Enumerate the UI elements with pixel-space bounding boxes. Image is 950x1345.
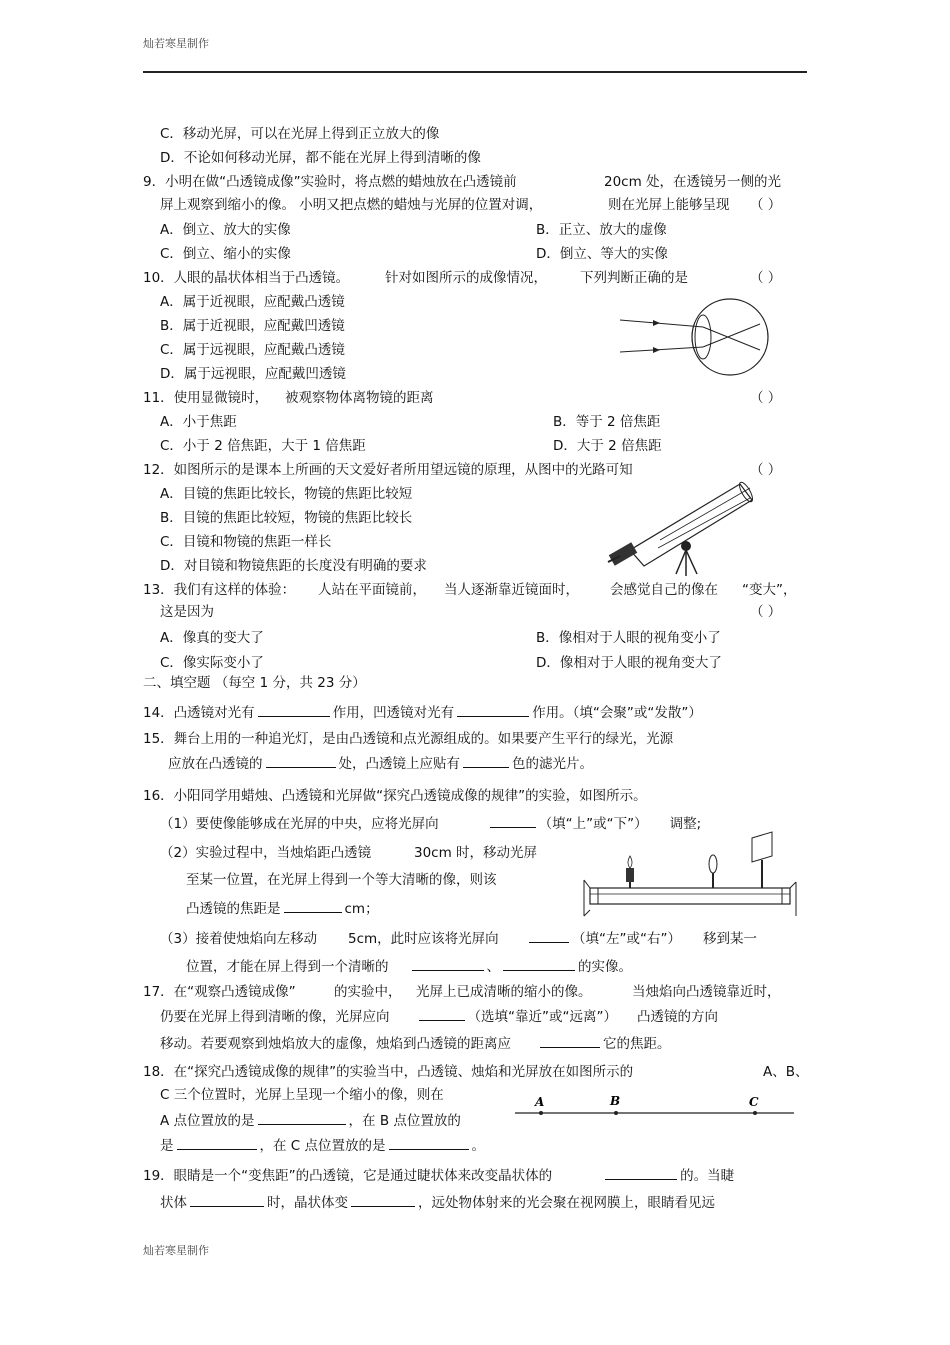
q16-p1-text-c: 调整; [669, 816, 702, 832]
q17-line2 [160, 1005, 718, 1025]
q18-text-d: A 点位置放的是 [160, 1113, 255, 1129]
q16-p3-blank-3[interactable] [503, 956, 575, 971]
q13-stem-c: 当人逐渐靠近镜面时， [444, 582, 579, 598]
q17-text-i: 它的焦距。 [603, 1036, 671, 1052]
q17-text-e: 仍要在光屏上得到清晰的像，光屏应向 [160, 1009, 390, 1025]
q19-blank-1[interactable] [605, 1165, 677, 1180]
q11-stem-b: 被观察物体离物镜的距离 [285, 390, 434, 406]
q13-stem-a: 13．我们有这样的体验： [143, 582, 296, 598]
q18-text-h: 。 [471, 1138, 486, 1154]
q18-blank-2[interactable] [177, 1135, 257, 1150]
q9-option-b: B．正立、放大的虚像 [536, 222, 667, 238]
q18-text-b: A、B、 [763, 1064, 809, 1080]
q18-text-e: ，在 B 点位置放的 [348, 1113, 461, 1129]
q19-text-c: 状体 [160, 1195, 187, 1211]
q9-line2a: 屏上观察到缩小的像。 小明又把点燃的蜡烛与光屏的位置对调， [160, 197, 543, 213]
q13-line2: 这是因为 [160, 604, 214, 620]
q8-option-d: D．不论如何移动光屏，都不能在光屏上得到清晰的像 [160, 150, 481, 166]
q14-text-b: 作用，凹透镜对光有 [332, 705, 455, 721]
q16-part3-line1 [526, 927, 757, 947]
q15-text-c: 色的滤光片。 [512, 756, 593, 772]
q12-option-c: C．目镜和物镜的焦距一样长 [160, 534, 332, 550]
q18-blank-3[interactable] [389, 1135, 469, 1150]
q16-p2-blank[interactable] [284, 898, 342, 913]
q14-line [143, 701, 702, 721]
q18-line3 [160, 1109, 461, 1129]
q10-stem-a: 10．人眼的晶状体相当于凸透镜。 [143, 270, 350, 286]
q12-option-a: A．目镜的焦距比较长，物镜的焦距比较短 [160, 486, 413, 502]
q11-option-d: D．大于 2 倍焦距 [553, 438, 662, 454]
q16-p3-text-g: 的实像。 [578, 959, 632, 975]
q18-text-f: 是 [160, 1138, 174, 1154]
q16-part1 [160, 812, 701, 832]
q17-blank-1[interactable] [419, 1006, 465, 1021]
q11-answer-paren: （ ） [750, 390, 782, 406]
q16-part3-line2 [186, 955, 632, 975]
q17-line3 [160, 1032, 671, 1052]
q16-p3-text-e: 位置，才能在屏上得到一个清晰的 [186, 959, 389, 975]
q12-answer-paren: （ ） [750, 462, 782, 478]
q18-text-g: ，在 C 点位置放的是 [259, 1138, 386, 1154]
q18-blank-1[interactable] [258, 1110, 346, 1125]
q9-line2b: 则在光屏上能够呈现 [608, 197, 730, 213]
q9-line1a: 9．小明在做“凸透镜成像”实验时，将点燃的蜡烛放在凸透镜前 [143, 174, 517, 190]
q14-text-c: 作用。（填“会聚”或“发散”） [532, 705, 702, 721]
q19-text-b: 的。当睫 [680, 1168, 735, 1184]
q14-blank-1[interactable] [258, 702, 330, 717]
q9-answer-paren: （ ） [750, 197, 782, 213]
q9-option-c: C．倒立、缩小的实像 [160, 246, 291, 262]
q13-stem-d: 会感觉自己的像在 [610, 582, 718, 598]
q9-option-d: D．倒立、等大的实像 [536, 246, 668, 262]
position-line-diagram [510, 1090, 800, 1120]
q15-line1: 15．舞台上用的一种追光灯，是由凸透镜和点光源组成的。如果要产生平行的绿光，光源 [143, 731, 674, 747]
point-c-label: C [749, 1095, 759, 1109]
q16-p3-blank-2[interactable] [412, 956, 484, 971]
q16-p1-text-a: （1）要使像能够成在光屏的中央，应将光屏向 [160, 816, 439, 832]
q10-stem-c: 下列判断正确的是 [580, 270, 688, 286]
maker-footer: 灿若寒星制作 [143, 1244, 209, 1257]
q17-text-h: 移动。若要观察到烛焰放大的虚像，烛焰到凸透镜的距离应 [160, 1036, 511, 1052]
q13-option-a: A．像真的变大了 [160, 630, 264, 646]
q19-text-e: ，远处物体射来的光会聚在视网膜上，眼睛看见远 [418, 1195, 715, 1211]
q17-text-a: 17．在“观察凸透镜成像” [143, 984, 296, 1000]
q16-stem: 16．小阳同学用蜡烛、凸透镜和光屏做“探究凸透镜成像的规律”的实验，如图所示。 [143, 788, 647, 804]
q16-p2-text-e: cm； [344, 901, 379, 917]
point-b-label: B [610, 1094, 621, 1108]
q9-option-a: A．倒立、放大的实像 [160, 222, 291, 238]
q17-blank-2[interactable] [540, 1033, 600, 1048]
q17-text-f: （选填“靠近”或“远离”） [467, 1009, 617, 1025]
q16-p1-blank[interactable] [490, 813, 536, 828]
q16-p2-text-b: 30cm 时，移动光屏 [414, 845, 538, 861]
q13-stem-b: 人站在平面镜前， [318, 582, 426, 598]
q15-text-b: 处，凸透镜上应贴有 [338, 756, 460, 772]
q14-text-a: 14．凸透镜对光有 [143, 705, 255, 721]
q15-line2 [168, 752, 593, 772]
q19-line2 [160, 1191, 715, 1211]
q16-p2-text-c: 至某一位置，在光屏上得到一个等大清晰的像，则该 [186, 872, 497, 888]
point-a-label: A [535, 1095, 545, 1109]
q15-text-a: 应放在凸透镜的 [168, 756, 263, 772]
q16-p3-text-a: （3）接着使烛焰向左移动 [160, 931, 318, 947]
q11-option-b: B．等于 2 倍焦距 [553, 414, 661, 430]
q11-option-a: A．小于焦距 [160, 414, 237, 430]
q18-text-a: 18．在“探究凸透镜成像的规律”的实验当中，凸透镜、烛焰和光屏放在如图所示的 [143, 1064, 634, 1080]
q15-blank-1[interactable] [266, 753, 336, 768]
q19-text-a: 19．眼睛是一个“变焦距”的凸透镜，它是通过睫状体来改变晶状体的 [143, 1168, 553, 1184]
q17-text-c: 光屏上已成清晰的缩小的像。 [416, 984, 592, 1000]
eye-diagram [615, 292, 775, 382]
optical-bench-diagram [580, 830, 800, 922]
q10-stem-b: 针对如图所示的成像情况， [385, 270, 547, 286]
q12-option-b: B．目镜的焦距比较短，物镜的焦距比较长 [160, 510, 413, 526]
q19-blank-3[interactable] [351, 1192, 415, 1207]
q19-blank-2[interactable] [190, 1192, 264, 1207]
q16-part2-line3 [186, 897, 379, 917]
q11-stem-a: 11．使用显微镜时， [143, 390, 269, 406]
q10-answer-paren: （ ） [750, 270, 782, 286]
header-rule [143, 71, 807, 73]
q16-p3-text-f: 、 [486, 959, 500, 975]
q13-option-c: C．像实际变小了 [160, 655, 264, 671]
q19-line1 [143, 1164, 734, 1184]
q16-p2-text-d: 凸透镜的焦距是 [186, 901, 281, 917]
q18-line4 [160, 1134, 485, 1154]
q13-stem-e: “变大”， [742, 582, 797, 598]
q13-option-b: B．像相对于人眼的视角变小了 [536, 630, 721, 646]
q10-option-b: B．属于近视眼，应配戴凹透镜 [160, 318, 345, 334]
q16-p3-blank-1[interactable] [529, 928, 569, 943]
q16-p2-text-a: （2）实验过程中，当烛焰距凸透镜 [160, 845, 372, 861]
q15-blank-2[interactable] [463, 753, 509, 768]
q9-line1b: 20cm 处，在透镜另一侧的光 [604, 174, 782, 190]
q13-answer-paren: （ ） [750, 604, 782, 620]
telescope-diagram [600, 478, 770, 578]
q10-option-c: C．属于远视眼，应配戴凸透镜 [160, 342, 345, 358]
q19-text-d: 时，晶状体变 [267, 1195, 348, 1211]
q16-p3-text-d: 移到某一 [702, 931, 757, 947]
section-title: 二、填空题 （每空 1 分，共 23 分） [143, 675, 366, 691]
q18-text-c: C 三个位置时，光屏上呈现一个缩小的像，则在 [160, 1087, 444, 1103]
q16-p1-text-b: （填“上”或“下”） [538, 816, 648, 832]
q10-option-a: A．属于近视眼，应配戴凸透镜 [160, 294, 345, 310]
q16-p3-text-c: （填“左”或“右”） [572, 931, 681, 947]
q12-option-d: D．对目镜和物镜焦距的长度没有明确的要求 [160, 558, 427, 574]
q10-option-d: D．属于远视眼，应配戴凹透镜 [160, 366, 346, 382]
maker-header: 灿若寒星制作 [143, 37, 209, 50]
q13-option-d: D．像相对于人眼的视角变大了 [536, 655, 722, 671]
q16-p3-text-b: 5cm，此时应该将光屏向 [348, 931, 499, 947]
q17-text-b: 的实验中， [334, 984, 402, 1000]
q12-stem: 12．如图所示的是课本上所画的天文爱好者所用望远镜的原理，从图中的光路可知 [143, 462, 633, 478]
q14-blank-2[interactable] [457, 702, 529, 717]
q17-text-d: 当烛焰向凸透镜靠近时， [632, 984, 781, 1000]
q11-option-c: C．小于 2 倍焦距，大于 1 倍焦距 [160, 438, 366, 454]
q17-text-g: 凸透镜的方向 [636, 1009, 718, 1025]
q8-option-c: C．移动光屏，可以在光屏上得到正立放大的像 [160, 126, 440, 142]
